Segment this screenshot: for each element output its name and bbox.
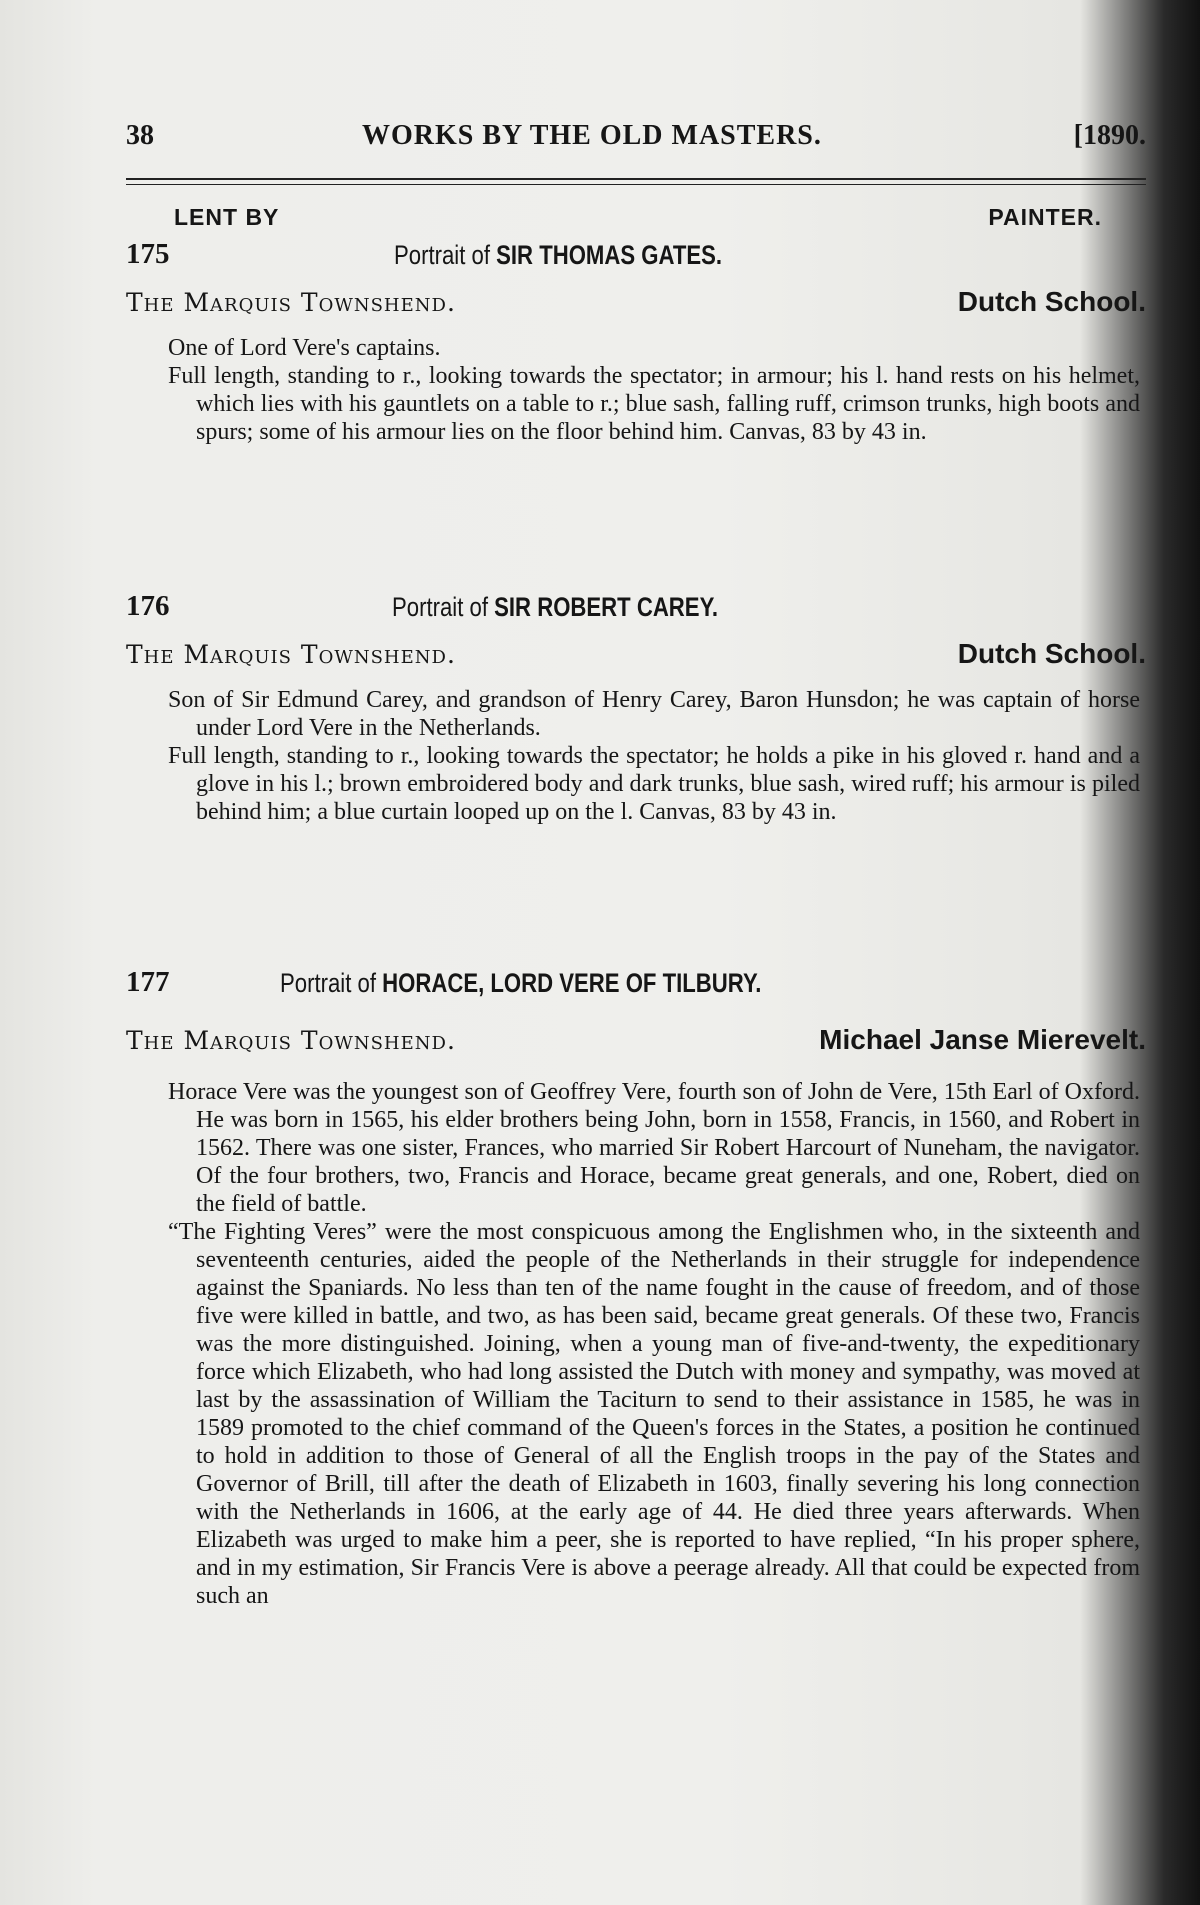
entry-description [168, 1078, 1140, 1610]
sitter-name: HORACE, LORD VERE OF TILBURY. [382, 968, 762, 998]
lender-name: The Marquis Townshend. [126, 1026, 456, 1055]
description-paragraph: Son of Sir Edmund Carey, and grandson of Henry Carey, Baron Hunsdon; he was captain of horse under Lord Vere in the Netherlands. [168, 687, 1140, 741]
description-paragraph: Full length, standing to r., looking towards the spectator; in armour; his l. hand rests on his helmet, which lies with his gauntlets on a table to r.; blue sash, falling ruff, crimson trunks, high boots and spurs; some of his armour lies on the floor behind him. Canvas, 83 by 43 in. [168, 363, 1140, 445]
painter-name: Dutch School. [957, 638, 1146, 669]
lent-by-heading: LENT BY [174, 204, 280, 230]
painter-name: Michael Janse Mierevelt. [819, 1024, 1146, 1055]
painter-name: Dutch School. [957, 286, 1146, 317]
header-rule-thick [126, 178, 1146, 180]
entry-description [168, 686, 1140, 826]
page-number: 38 [126, 120, 154, 151]
entry-number: 175 [126, 238, 170, 270]
title-prefix: Portrait of [392, 592, 488, 622]
lender-name: The Marquis Townshend. [126, 640, 456, 669]
entry-description [168, 334, 1140, 446]
entry-number: 177 [126, 966, 170, 998]
sitter-name: SIR ROBERT CAREY. [494, 592, 719, 622]
entry-number: 176 [126, 590, 170, 622]
description-paragraph: One of Lord Vere's captains. [168, 335, 441, 361]
title-prefix: Portrait of [280, 968, 376, 998]
portrait-title [392, 592, 718, 623]
page-title: WORKS BY THE OLD MASTERS. [362, 120, 822, 151]
running-head [126, 120, 1146, 160]
title-prefix: Portrait of [394, 240, 490, 270]
header-rule-thin [126, 184, 1146, 185]
lender-name: The Marquis Townshend. [126, 288, 456, 317]
portrait-title [394, 240, 722, 271]
header-year: [1890. [1073, 120, 1146, 151]
column-headings [126, 204, 1102, 234]
painter-heading: PAINTER. [988, 204, 1102, 230]
sitter-name: SIR THOMAS GATES. [496, 240, 723, 270]
description-paragraph: Full length, standing to r., looking towards the spectator; he holds a pike in his gloved r. hand and a glove in his l.; brown embroidered body and dark trunks, blue sash, wired ruff; his armour is piled behind him; a blue curtain looped up on the l. Canvas, 83 by 43 in. [168, 743, 1140, 825]
description-paragraph: Horace Vere was the youngest son of Geoffrey Vere, fourth son of John de Vere, 15th Earl of Oxford. He was born in 1565, his elder brothers being John, born in 1558, Francis, in 1560, and Robert in 1562. There was one sister, Frances, who married Sir Robert Harcourt of Nuneham, the navigator. Of the four brothers, two, Francis and Horace, became great generals, and one, Robert, died on the field of battle. [168, 1079, 1140, 1217]
portrait-title [280, 968, 761, 999]
description-paragraph: “The Fighting Veres” were the most conspicuous among the Englishmen who, in the sixteenth and seventeenth centuries, aided the people of the Netherlands in their struggle for independence against the Spaniards. No less than ten of the name fought in the cause of freedom, and of those five were killed in battle, and two, as has been said, became great generals. Of these two, Francis was the more distinguished. Joining, when a young man of five-and-twenty, the expeditionary force which Elizabeth, who had long assisted the Dutch with money and sympathy, was moved at last by the assassination of William the Taciturn to send to their assistance in 1585, he was in 1589 promoted to the chief command of the Queen's forces in the States, a position he continued to hold in addition to those of General of all the English troops in the pay of the States and Governor of Brill, till after the death of Elizabeth in 1603, finally severing his long connection with the Netherlands in 1606, at the early age of 44. He died three years afterwards. When Elizabeth was urged to make him a peer, she is reported to have replied, “In his proper sphere, and in my estimation, Sir Francis Vere is above a peerage already. All that could be expected from such an [168, 1219, 1140, 1609]
